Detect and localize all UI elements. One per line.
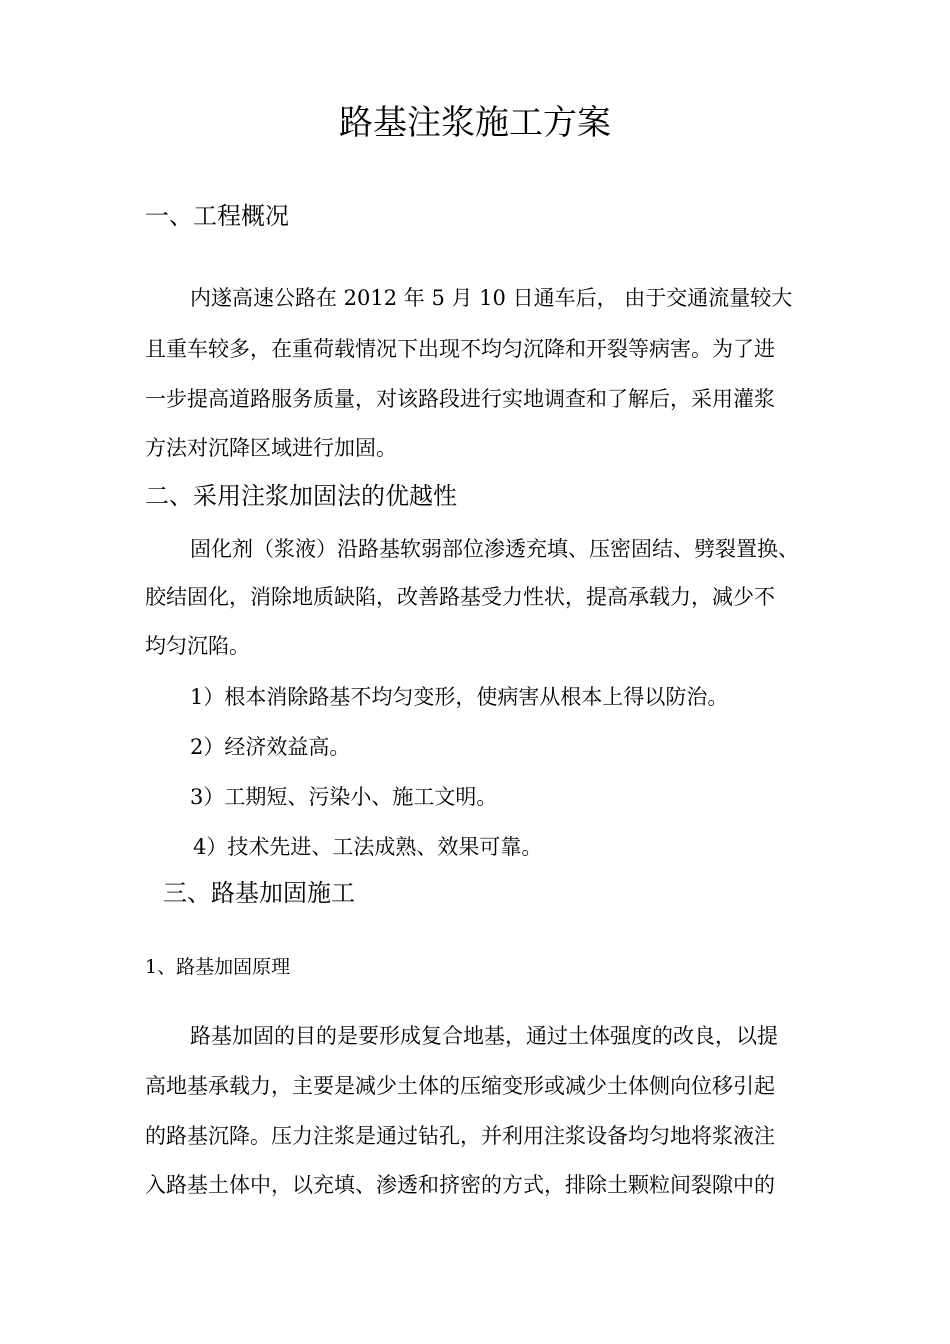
list-item: 4）技术先进、工法成熟、效果可靠。 — [193, 835, 543, 859]
paragraph-line: 固化剂（浆液）沿路基软弱部位渗透充填、压密固结、劈裂置换、 — [190, 537, 799, 561]
list-item: 2）经济效益高。 — [190, 735, 351, 759]
paragraph-line: 一步提高道路服务质量，对该路段进行实地调查和了解后，采用灌浆 — [145, 387, 775, 411]
paragraph-line: 胶结固化，消除地质缺陷，改善路基受力性状，提高承载力，减少不 — [145, 585, 775, 609]
list-item: 1）根本消除路基不均匀变形，使病害从根本上得以防治。 — [190, 685, 729, 709]
paragraph-line: 均匀沉陷。 — [145, 634, 250, 658]
paragraph-line: 且重车较多，在重荷载情况下出现不均匀沉降和开裂等病害。为了进 — [145, 337, 775, 361]
paragraph-line: 方法对沉降区域进行加固。 — [145, 436, 397, 460]
paragraph-line: 的路基沉降。压力注浆是通过钻孔，并利用注浆设备均匀地将浆液注 — [145, 1124, 775, 1148]
section-heading-advantages: 二、采用注浆加固法的优越性 — [145, 482, 457, 510]
section-heading-construction: 三、路基加固施工 — [163, 879, 355, 907]
document-title: 路基注浆施工方案 — [339, 103, 611, 143]
paragraph-line: 路基加固的目的是要形成复合地基，通过土体强度的改良，以提 — [190, 1024, 778, 1048]
paragraph-line: 内遂高速公路在 2012 年 5 月 10 日通车后， 由于交通流量较大 — [190, 286, 793, 310]
paragraph-line: 高地基承载力，主要是减少土体的压缩变形或减少土体侧向位移引起 — [145, 1074, 775, 1098]
subsection-heading: 1、路基加固原理 — [145, 956, 291, 978]
section-heading-overview: 一、工程概况 — [145, 202, 289, 230]
paragraph-line: 入路基土体中，以充填、渗透和挤密的方式，排除土颗粒间裂隙中的 — [145, 1173, 775, 1197]
list-item: 3）工期短、污染小、施工文明。 — [190, 785, 498, 809]
